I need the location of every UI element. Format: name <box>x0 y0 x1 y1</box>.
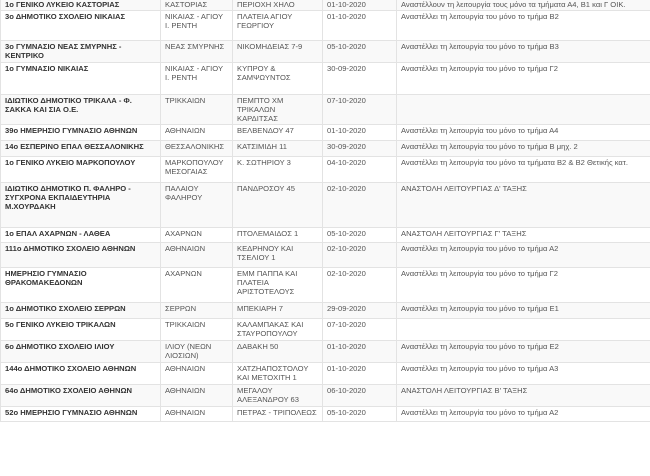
date-cell: 06-10-2020 <box>323 385 397 407</box>
note-cell: Αναστέλλει τη λειτουργία του μόνο το τμήμα Β μηχ. 2 <box>397 141 650 157</box>
address-cell: ΠΕΤΡΑΣ - ΤΡΙΠΟΛΕΩΣ <box>233 407 323 422</box>
area-cell: ΠΑΛΑΙΟΥ ΦΑΛΗΡΟΥ <box>161 183 233 228</box>
area-cell: ΑΧΑΡΝΩΝ <box>161 228 233 243</box>
note-cell: Αναστέλλει τη λειτουργία του μόνο το τμήμα Α2 <box>397 243 650 268</box>
note-cell <box>397 95 650 125</box>
school-name-cell: 3ο ΔΗΜΟΤΙΚΟ ΣΧΟΛΕΙΟ ΝΙΚΑΙΑΣ <box>1 11 161 41</box>
address-cell: ΝΙΚΟΜΗΔΕΙΑΣ 7-9 <box>233 41 323 63</box>
table-row <box>1 0 650 11</box>
school-name-cell: 1ο ΕΠΑΛ ΑΧΑΡΝΩΝ - ΛΑΘΕΑ <box>1 228 161 243</box>
date-cell: 01-10-2020 <box>323 125 397 141</box>
table-row <box>1 157 650 183</box>
address-cell: ΜΕΓΑΛΟΥ ΑΛΕΞΑΝΔΡΟΥ 63 <box>233 385 323 407</box>
address-cell: ΠΑΝΔΡΟΣΟΥ 45 <box>233 183 323 228</box>
school-name-cell: 1ο ΔΗΜΟΤΙΚΟ ΣΧΟΛΕΙΟ ΣΕΡΡΩΝ <box>1 303 161 319</box>
school-name-cell: 5ο ΓΕΝΙΚΟ ΛΥΚΕΙΟ ΤΡΙΚΑΛΩΝ <box>1 319 161 341</box>
date-cell: 02-10-2020 <box>323 268 397 303</box>
date-cell: 01-10-2020 <box>323 0 397 11</box>
note-cell: Αναστέλλει τη λειτουργία του μόνο το τμήμα Α3 <box>397 363 650 385</box>
table-row <box>1 228 650 243</box>
area-cell: ΚΑΣΤΟΡΙΑΣ <box>161 0 233 11</box>
school-name-cell: 1ο ΓΕΝΙΚΟ ΛΥΚΕΙΟ ΜΑΡΚΟΠΟΥΛΟΥ <box>1 157 161 183</box>
address-cell: ΠΕΡΙΟΧΗ ΧΗΛΟ <box>233 0 323 11</box>
area-cell: ΑΧΑΡΝΩΝ <box>161 268 233 303</box>
date-cell: 04-10-2020 <box>323 157 397 183</box>
note-cell: Αναστέλλει τη λειτουργία του μόνο το τμήμα Ε2 <box>397 341 650 363</box>
address-cell: ΚΕΔΡΗΝΟΥ ΚΑΙ ΤΣΕΛΙΟΥ 1 <box>233 243 323 268</box>
table-row <box>1 11 650 41</box>
table-body <box>1 0 650 422</box>
area-cell: ΣΕΡΡΩΝ <box>161 303 233 319</box>
address-cell: ΔΑΒΑΚΗ 50 <box>233 341 323 363</box>
area-cell: ΤΡΙΚΚΑΙΩΝ <box>161 95 233 125</box>
note-cell: ΑΝΑΣΤΟΛΗ ΛΕΙΤΟΥΡΓΙΑΣ Β' ΤΑΞΗΣ <box>397 385 650 407</box>
note-cell: ΑΝΑΣΤΟΛΗ ΛΕΙΤΟΥΡΓΙΑΣ Δ' ΤΑΞΗΣ <box>397 183 650 228</box>
date-cell: 07-10-2020 <box>323 95 397 125</box>
date-cell: 01-10-2020 <box>323 341 397 363</box>
address-cell: ΜΠΕΚΙΑΡΗ 7 <box>233 303 323 319</box>
school-name-cell: 52ο ΗΜΕΡΗΣΙΟ ΓΥΜΝΑΣΙΟ ΑΘΗΝΩΝ <box>1 407 161 422</box>
note-cell: Αναστέλλουν τη λειτουργία τους μόνο τα τμήματα Α4, Β1 και Γ ΟΙΚ. <box>397 0 650 11</box>
note-cell: Αναστέλλει τη λειτουργία του μόνο το τμήμα Β2 <box>397 11 650 41</box>
address-cell: ΠΕΜΠΤΟ ΧΜ ΤΡΙΚΑΛΩΝ ΚΑΡΔΙΤΣΑΣ <box>233 95 323 125</box>
date-cell: 29-09-2020 <box>323 303 397 319</box>
note-cell: Αναστέλλει τη λειτουργία του μόνο το τμήμα Α4 <box>397 125 650 141</box>
area-cell: ΑΘΗΝΑΙΩΝ <box>161 407 233 422</box>
area-cell: ΘΕΣΣΑΛΟΝΙΚΗΣ <box>161 141 233 157</box>
date-cell: 05-10-2020 <box>323 407 397 422</box>
note-cell: Αναστέλλει τη λειτουργία του μόνο το τμήμα Γ2 <box>397 63 650 95</box>
address-cell: Κ. ΣΩΤΗΡΙΟΥ 3 <box>233 157 323 183</box>
school-name-cell: 39ο ΗΜΕΡΗΣΙΟ ΓΥΜΝΑΣΙΟ ΑΘΗΝΩΝ <box>1 125 161 141</box>
school-name-cell: 1ο ΓΥΜΝΑΣΙΟ ΝΙΚΑΙΑΣ <box>1 63 161 95</box>
table-row <box>1 385 650 407</box>
table-row <box>1 319 650 341</box>
table-row <box>1 183 650 228</box>
note-cell: Αναστέλλει τη λειτουργία του μόνο το τμήμα Α2 <box>397 407 650 422</box>
area-cell: ΝΙΚΑΙΑΣ - ΑΓΙΟΥ Ι. ΡΕΝΤΗ <box>161 63 233 95</box>
school-name-cell: 3ο ΓΥΜΝΑΣΙΟ ΝΕΑΣ ΣΜΥΡΝΗΣ - ΚΕΝΤΡΙΚΟ <box>1 41 161 63</box>
table-row <box>1 303 650 319</box>
area-cell: ΤΡΙΚΚΑΙΩΝ <box>161 319 233 341</box>
school-name-cell: ΙΔΙΩΤΙΚΟ ΔΗΜΟΤΙΚΟ Π. ΦΑΛΗΡΟ - ΣΥΓΧΡΟΝΑ ΕΚΠΑΙΔΕΥΤΗΡΙΑ Μ.ΧΟΥΡΔΑΚΗ <box>1 183 161 228</box>
address-cell: ΚΑΤΣΙΜΙΔΗ 11 <box>233 141 323 157</box>
table-row <box>1 268 650 303</box>
note-cell: Αναστέλλει τη λειτουργία του μόνο το τμήμα Ε1 <box>397 303 650 319</box>
address-cell: ΕΜΜ ΠΑΠΠΑ ΚΑΙ ΠΛΑΤΕΙΑ ΑΡΙΣΤΟΤΕΛΟΥΣ <box>233 268 323 303</box>
address-cell: ΧΑΤΖΗΑΠΟΣΤΟΛΟΥ ΚΑΙ ΜΕΤΟΧΙΤΗ 1 <box>233 363 323 385</box>
date-cell: 01-10-2020 <box>323 11 397 41</box>
table-row <box>1 243 650 268</box>
note-cell: ΑΝΑΣΤΟΛΗ ΛΕΙΤΟΥΡΓΙΑΣ Γ' ΤΑΞΗΣ <box>397 228 650 243</box>
table-row <box>1 41 650 63</box>
area-cell: ΜΑΡΚΟΠΟΥΛΟΥ ΜΕΣΟΓΑΙΑΣ <box>161 157 233 183</box>
address-cell: ΚΑΛΑΜΠΑΚΑΣ ΚΑΙ ΣΤΑΥΡΟΠΟΥΛΟΥ <box>233 319 323 341</box>
note-cell: Αναστέλλει τη λειτουργία του μόνο τα τμήματα Β2 & Β2 Θετικής κατ. <box>397 157 650 183</box>
school-name-cell: 14ο ΕΣΠΕΡΙΝΟ ΕΠΑΛ ΘΕΣΣΑΛΟΝΙΚΗΣ <box>1 141 161 157</box>
area-cell: ΝΙΚΑΙΑΣ - ΑΓΙΟΥ Ι. ΡΕΝΤΗ <box>161 11 233 41</box>
date-cell: 05-10-2020 <box>323 41 397 63</box>
note-cell: Αναστέλλει τη λειτουργία του μόνο το τμήμα Γ2 <box>397 268 650 303</box>
date-cell: 05-10-2020 <box>323 228 397 243</box>
table-row <box>1 341 650 363</box>
school-name-cell: 1ο ΓΕΝΙΚΟ ΛΥΚΕΙΟ ΚΑΣΤΟΡΙΑΣ <box>1 0 161 11</box>
date-cell: 01-10-2020 <box>323 363 397 385</box>
address-cell: ΚΥΠΡΟΥ & ΣΑΜΨΩΥΝΤΟΣ <box>233 63 323 95</box>
note-cell <box>397 319 650 341</box>
area-cell: ΝΕΑΣ ΣΜΥΡΝΗΣ <box>161 41 233 63</box>
school-name-cell: ΙΔΙΩΤΙΚΟ ΔΗΜΟΤΙΚΟ ΤΡΙΚΑΛΑ - Φ. ΣΑΚΚΑ ΚΑΙ ΣΙΑ Ο.Ε. <box>1 95 161 125</box>
note-cell: Αναστέλλει τη λειτουργία του μόνο το τμήμα Β3 <box>397 41 650 63</box>
date-cell: 02-10-2020 <box>323 183 397 228</box>
school-name-cell: 144ο ΔΗΜΟΤΙΚΟ ΣΧΟΛΕΙΟ ΑΘΗΝΩΝ <box>1 363 161 385</box>
area-cell: ΑΘΗΝΑΙΩΝ <box>161 363 233 385</box>
table-row <box>1 363 650 385</box>
address-cell: ΒΕΛΒΕΝΔΟΥ 47 <box>233 125 323 141</box>
table-row <box>1 95 650 125</box>
address-cell: ΠΛΑΤΕΙΑ ΑΓΙΟΥ ΓΕΩΡΓΙΟΥ <box>233 11 323 41</box>
school-name-cell: 6ο ΔΗΜΟΤΙΚΟ ΣΧΟΛΕΙΟ ΙΛΙΟΥ <box>1 341 161 363</box>
area-cell: ΑΘΗΝΑΙΩΝ <box>161 385 233 407</box>
date-cell: 30-09-2020 <box>323 63 397 95</box>
address-cell: ΠΤΟΛΕΜΑΙΔΟΣ 1 <box>233 228 323 243</box>
date-cell: 30-09-2020 <box>323 141 397 157</box>
area-cell: ΙΛΙΟΥ (ΝΕΩΝ ΛΙΟΣΙΩΝ) <box>161 341 233 363</box>
date-cell: 07-10-2020 <box>323 319 397 341</box>
area-cell: ΑΘΗΝΑΙΩΝ <box>161 125 233 141</box>
school-name-cell: 64ο ΔΗΜΟΤΙΚΟ ΣΧΟΛΕΙΟ ΑΘΗΝΩΝ <box>1 385 161 407</box>
area-cell: ΑΘΗΝΑΙΩΝ <box>161 243 233 268</box>
date-cell: 02-10-2020 <box>323 243 397 268</box>
table-row <box>1 407 650 422</box>
table-row <box>1 63 650 95</box>
school-name-cell: ΗΜΕΡΗΣΙΟ ΓΥΜΝΑΣΙΟ ΘΡΑΚΟΜΑΚΕΔΟΝΩΝ <box>1 268 161 303</box>
table-row <box>1 141 650 157</box>
table-row <box>1 125 650 141</box>
school-name-cell: 111ο ΔΗΜΟΤΙΚΟ ΣΧΟΛΕΙΟ ΑΘΗΝΩΝ <box>1 243 161 268</box>
